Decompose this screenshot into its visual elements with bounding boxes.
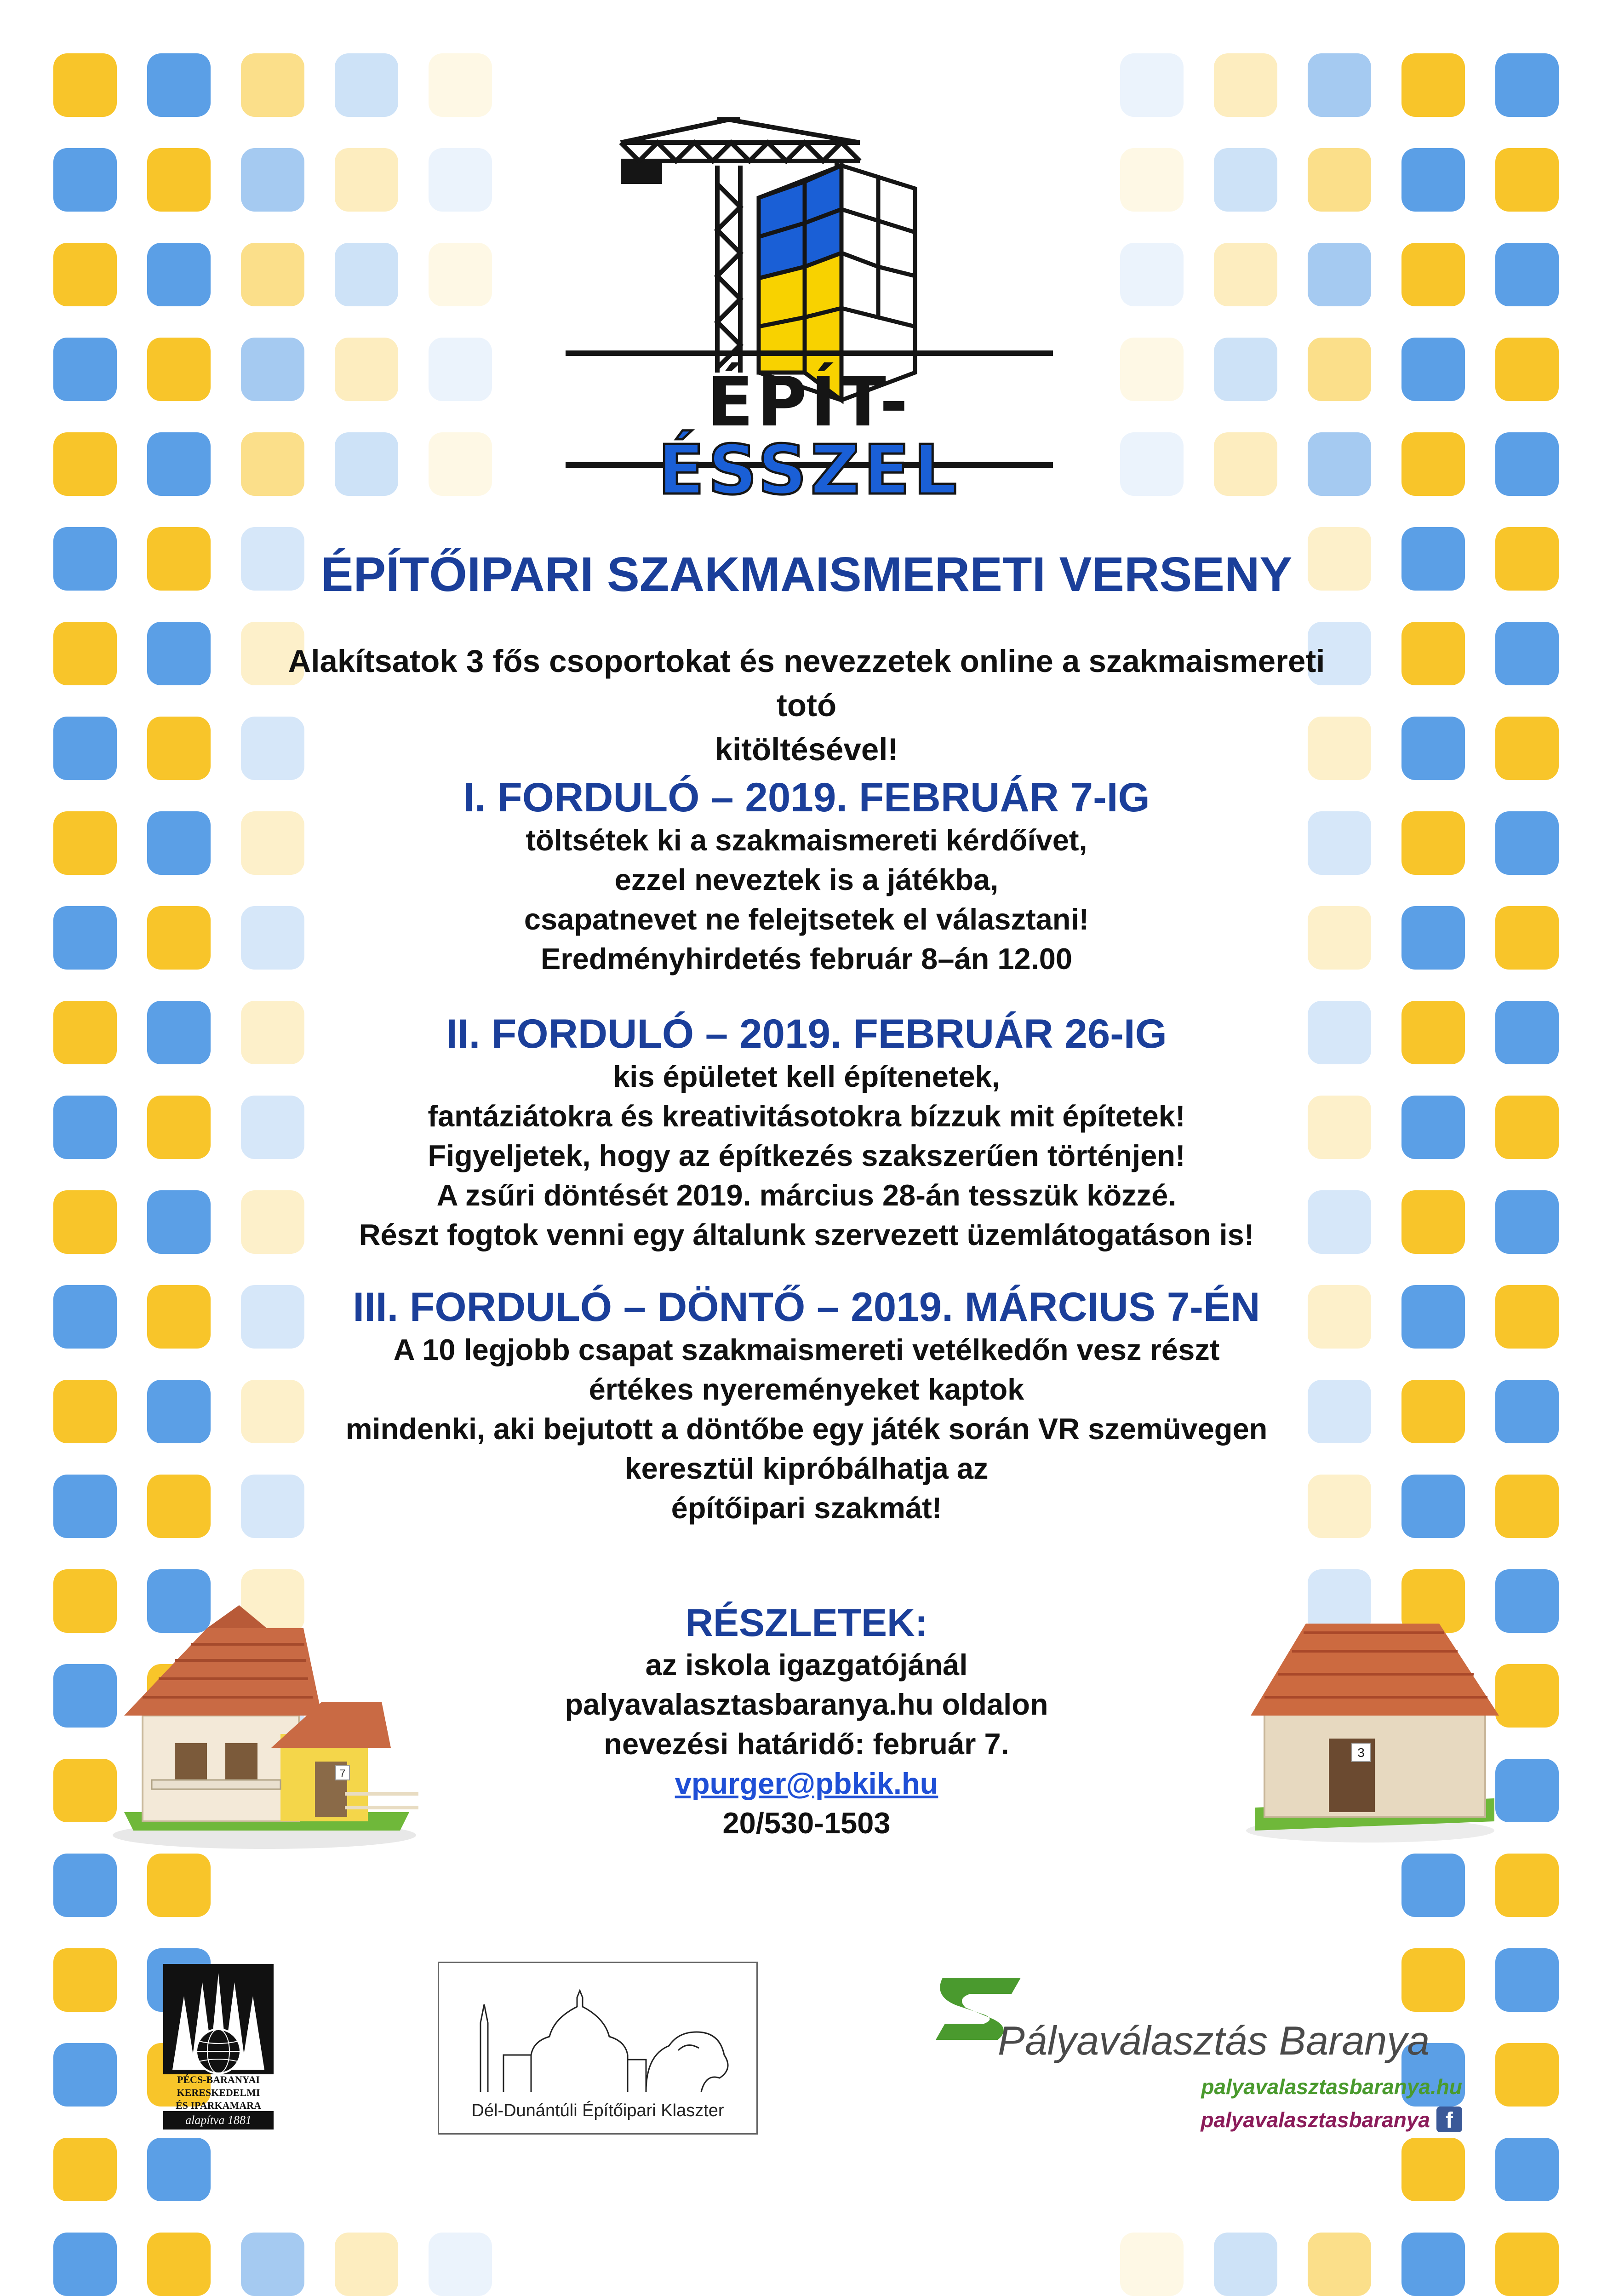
- background-tile: [147, 148, 211, 212]
- background-tile: [1120, 338, 1184, 401]
- background-tile: [147, 1096, 211, 1159]
- email-link[interactable]: vpurger@pbkik.hu: [675, 1766, 938, 1800]
- background-tile: [53, 622, 117, 685]
- background-tile: [1401, 1001, 1465, 1064]
- background-tile: [1495, 338, 1559, 401]
- pbkik-founded: alapítva 1881: [163, 2111, 274, 2130]
- background-tile: [1214, 338, 1277, 401]
- details-heading: RÉSZLETEK:: [685, 1601, 928, 1644]
- background-tile: [1401, 2233, 1465, 2296]
- background-tile: [241, 148, 304, 212]
- pbkik-line: KERESKEDELMI: [177, 2087, 260, 2098]
- background-tile: [1495, 1475, 1559, 1538]
- logo-wordmark: [570, 362, 1048, 510]
- round-3-line: értékes nyereményeket kaptok: [589, 1372, 1024, 1406]
- intro-line: kitöltésével!: [715, 732, 898, 767]
- round-2-line: Részt fogtok venni egy általunk szervezett üzemlátogatáson is!: [359, 1218, 1254, 1252]
- background-tile: [1495, 1664, 1559, 1728]
- round-1-line: töltsétek ki a szakmaismereti kérdőívet,: [526, 823, 1087, 857]
- background-tile: [1214, 53, 1277, 117]
- background-tile: [147, 432, 211, 496]
- round-2-heading: II. FORDULÓ – 2019. FEBRUÁR 26-IG: [446, 1010, 1167, 1056]
- background-tile: [147, 622, 211, 685]
- background-tile: [53, 148, 117, 212]
- background-tile: [1401, 906, 1465, 970]
- background-tile: [147, 53, 211, 117]
- klaszter-label: Dél-Dunántúli Építőipari Klaszter: [471, 2101, 724, 2120]
- background-tile: [147, 1190, 211, 1254]
- background-tile: [335, 148, 398, 212]
- background-tile: [1495, 432, 1559, 496]
- round-1-line: ezzel neveztek is a játékba,: [614, 863, 999, 897]
- background-tile: [147, 1001, 211, 1064]
- background-tile: [1401, 717, 1465, 780]
- background-tile: [241, 432, 304, 496]
- background-tile: [1495, 1285, 1559, 1349]
- pbkik-name: [159, 2073, 278, 2112]
- round-3-line: A 10 legjobb csapat szakmaismereti vetélkedőn vesz részt: [393, 1333, 1220, 1367]
- background-tile: [1308, 2233, 1371, 2296]
- pbkik-line: PÉCS-BARANYAI: [177, 2074, 260, 2085]
- round-3-heading: III. FORDULÓ – DÖNTŐ – 2019. MÁRCIUS 7-ÉN: [353, 1284, 1260, 1330]
- background-tile: [1495, 148, 1559, 212]
- round-2-line: Figyeljetek, hogy az építkezés szakszerűen történjen!: [428, 1139, 1185, 1173]
- background-tile: [1495, 2233, 1559, 2296]
- background-tile: [53, 1380, 117, 1443]
- background-tile: [429, 53, 492, 117]
- details-line: az iskola igazgatójánál: [645, 1647, 968, 1682]
- background-tile: [1401, 1285, 1465, 1349]
- background-tile: [147, 243, 211, 306]
- background-tile: [1495, 1001, 1559, 1064]
- palyavalasztas-baranya-logo: [933, 1973, 1462, 2139]
- details-deadline-line: nevezési határidő: február 7.: [604, 1727, 1009, 1761]
- background-tile: [1401, 1190, 1465, 1254]
- logo-word-2: ÉSSZEL: [658, 430, 961, 510]
- background-tile: [1495, 622, 1559, 685]
- background-tile: [1308, 432, 1371, 496]
- background-tile: [53, 1001, 117, 1064]
- background-tile: [335, 432, 398, 496]
- palyavalasztas-name: Pályaválasztás Baranya: [998, 2018, 1430, 2063]
- model-house-left-image: [106, 1596, 423, 1854]
- background-tile: [1495, 1190, 1559, 1254]
- pbkik-line: ÉS IPARKAMARA: [176, 2100, 261, 2111]
- klaszter-skyline-icon: [439, 1963, 756, 2106]
- background-tile: [1120, 148, 1184, 212]
- background-tile: [429, 338, 492, 401]
- round-3-line: mindenki, aki bejutott a döntőbe egy játék során VR szemüvegen: [345, 1412, 1268, 1446]
- background-tile: [1401, 1854, 1465, 1917]
- background-tile: [53, 906, 117, 970]
- background-tile: [241, 2233, 304, 2296]
- round-2-section: [255, 1010, 1358, 1255]
- round-1-line: Eredményhirdetés február 8–án 12.00: [540, 942, 1073, 976]
- details-website-line: palyavalasztasbaranya.hu oldalon: [565, 1687, 1048, 1721]
- background-tile: [241, 53, 304, 117]
- background-tile: [53, 243, 117, 306]
- background-tile: [147, 1475, 211, 1538]
- round-1-section: [255, 774, 1358, 979]
- background-tile: [1495, 53, 1559, 117]
- logo-word-1: ÉPÍT-: [707, 362, 912, 442]
- background-tile: [147, 1285, 211, 1349]
- palyavalasztas-facebook[interactable]: palyavalasztasbaranya: [1201, 2108, 1430, 2132]
- background-tile: [1401, 243, 1465, 306]
- background-tile: [1401, 811, 1465, 875]
- round-1-heading: I. FORDULÓ – 2019. FEBRUÁR 7-IG: [463, 774, 1150, 820]
- background-tile: [1214, 148, 1277, 212]
- background-tile: [1308, 338, 1371, 401]
- background-tile: [241, 338, 304, 401]
- background-tile: [1120, 2233, 1184, 2296]
- background-tile: [1495, 1569, 1559, 1633]
- background-tile: [1495, 717, 1559, 780]
- background-tile: [429, 2233, 492, 2296]
- background-tile: [1120, 432, 1184, 496]
- background-tile: [1495, 811, 1559, 875]
- background-tile: [147, 1380, 211, 1443]
- background-tile: [1401, 148, 1465, 212]
- round-3-line: keresztül kipróbálhatja az: [624, 1452, 989, 1486]
- background-tile: [53, 527, 117, 591]
- background-tile: [1401, 622, 1465, 685]
- background-tile: [335, 2233, 398, 2296]
- model-house-right-image: [1237, 1605, 1504, 1844]
- background-tile: [1495, 2043, 1559, 2107]
- klaszter-logo: [438, 1962, 758, 2135]
- house-number-right: 3: [1357, 1745, 1365, 1760]
- background-tile: [1401, 1475, 1465, 1538]
- round-2-line: kis épületet kell építenetek,: [613, 1060, 1000, 1094]
- background-tile: [147, 906, 211, 970]
- background-tile: [147, 717, 211, 780]
- background-tile: [1401, 53, 1465, 117]
- background-tile: [53, 2043, 117, 2107]
- background-tile: [1401, 1380, 1465, 1443]
- background-tile: [53, 2233, 117, 2296]
- background-tile: [1495, 243, 1559, 306]
- background-tile: [1214, 243, 1277, 306]
- background-tile: [53, 1854, 117, 1917]
- palyavalasztas-url[interactable]: palyavalasztasbaranya.hu: [1201, 2075, 1462, 2099]
- background-tile: [1495, 527, 1559, 591]
- background-tile: [147, 527, 211, 591]
- background-tile: [53, 717, 117, 780]
- background-tile: [53, 1285, 117, 1349]
- background-tile: [147, 1854, 211, 1917]
- background-tile: [53, 1096, 117, 1159]
- background-tile: [1120, 243, 1184, 306]
- background-tile: [147, 2138, 211, 2201]
- background-tile: [1308, 243, 1371, 306]
- background-tile: [53, 338, 117, 401]
- background-tile: [147, 338, 211, 401]
- background-tile: [1495, 1948, 1559, 2012]
- background-tile: [53, 2138, 117, 2201]
- background-tile: [1214, 2233, 1277, 2296]
- house-number-left: 7: [339, 1768, 346, 1779]
- background-tile: [241, 243, 304, 306]
- round-2-line: fantáziátokra és kreativitásotokra bízzuk mit építetek!: [428, 1099, 1185, 1133]
- background-tile: [1495, 906, 1559, 970]
- background-tile: [1401, 1096, 1465, 1159]
- page-title: ÉPÍTŐIPARI SZAKMAISMERETI VERSENY: [320, 547, 1293, 602]
- facebook-icon[interactable]: f: [1436, 2107, 1462, 2132]
- background-tile: [335, 338, 398, 401]
- background-tile: [53, 1948, 117, 2012]
- background-tile: [429, 148, 492, 212]
- background-tile: [1401, 2138, 1465, 2201]
- round-3-section: [255, 1283, 1358, 1528]
- background-tile: [1495, 1759, 1559, 1822]
- background-tile: [1214, 432, 1277, 496]
- background-tile: [147, 2233, 211, 2296]
- background-tile: [1495, 1854, 1559, 1917]
- round-3-line: építőipari szakmát!: [671, 1491, 942, 1525]
- background-tile: [1495, 2138, 1559, 2201]
- background-tile: [1401, 338, 1465, 401]
- background-tile: [1308, 148, 1371, 212]
- background-tile: [1495, 1096, 1559, 1159]
- background-tile: [335, 53, 398, 117]
- details-section: [416, 1601, 1197, 1843]
- round-1-line: csapatnevet ne felejtsetek el választani!: [524, 902, 1089, 936]
- background-tile: [1401, 527, 1465, 591]
- phone-number: 20/530-1503: [722, 1806, 891, 1840]
- background-tile: [1495, 1380, 1559, 1443]
- background-tile: [429, 243, 492, 306]
- background-tile: [53, 1190, 117, 1254]
- background-tile: [53, 53, 117, 117]
- round-2-line: A zsűri döntését 2019. március 28-án tesszük közzé.: [436, 1178, 1177, 1212]
- background-tile: [429, 432, 492, 496]
- background-tile: [335, 243, 398, 306]
- background-tile: [1120, 53, 1184, 117]
- background-tile: [1308, 53, 1371, 117]
- background-tile: [53, 811, 117, 875]
- background-tile: [1401, 432, 1465, 496]
- background-tile: [53, 432, 117, 496]
- intro-line: Alakítsatok 3 fős csoportokat és nevezzetek online a szakmaismereti totó: [288, 643, 1325, 723]
- background-tile: [147, 811, 211, 875]
- intro-text: [255, 639, 1358, 772]
- background-tile: [53, 1475, 117, 1538]
